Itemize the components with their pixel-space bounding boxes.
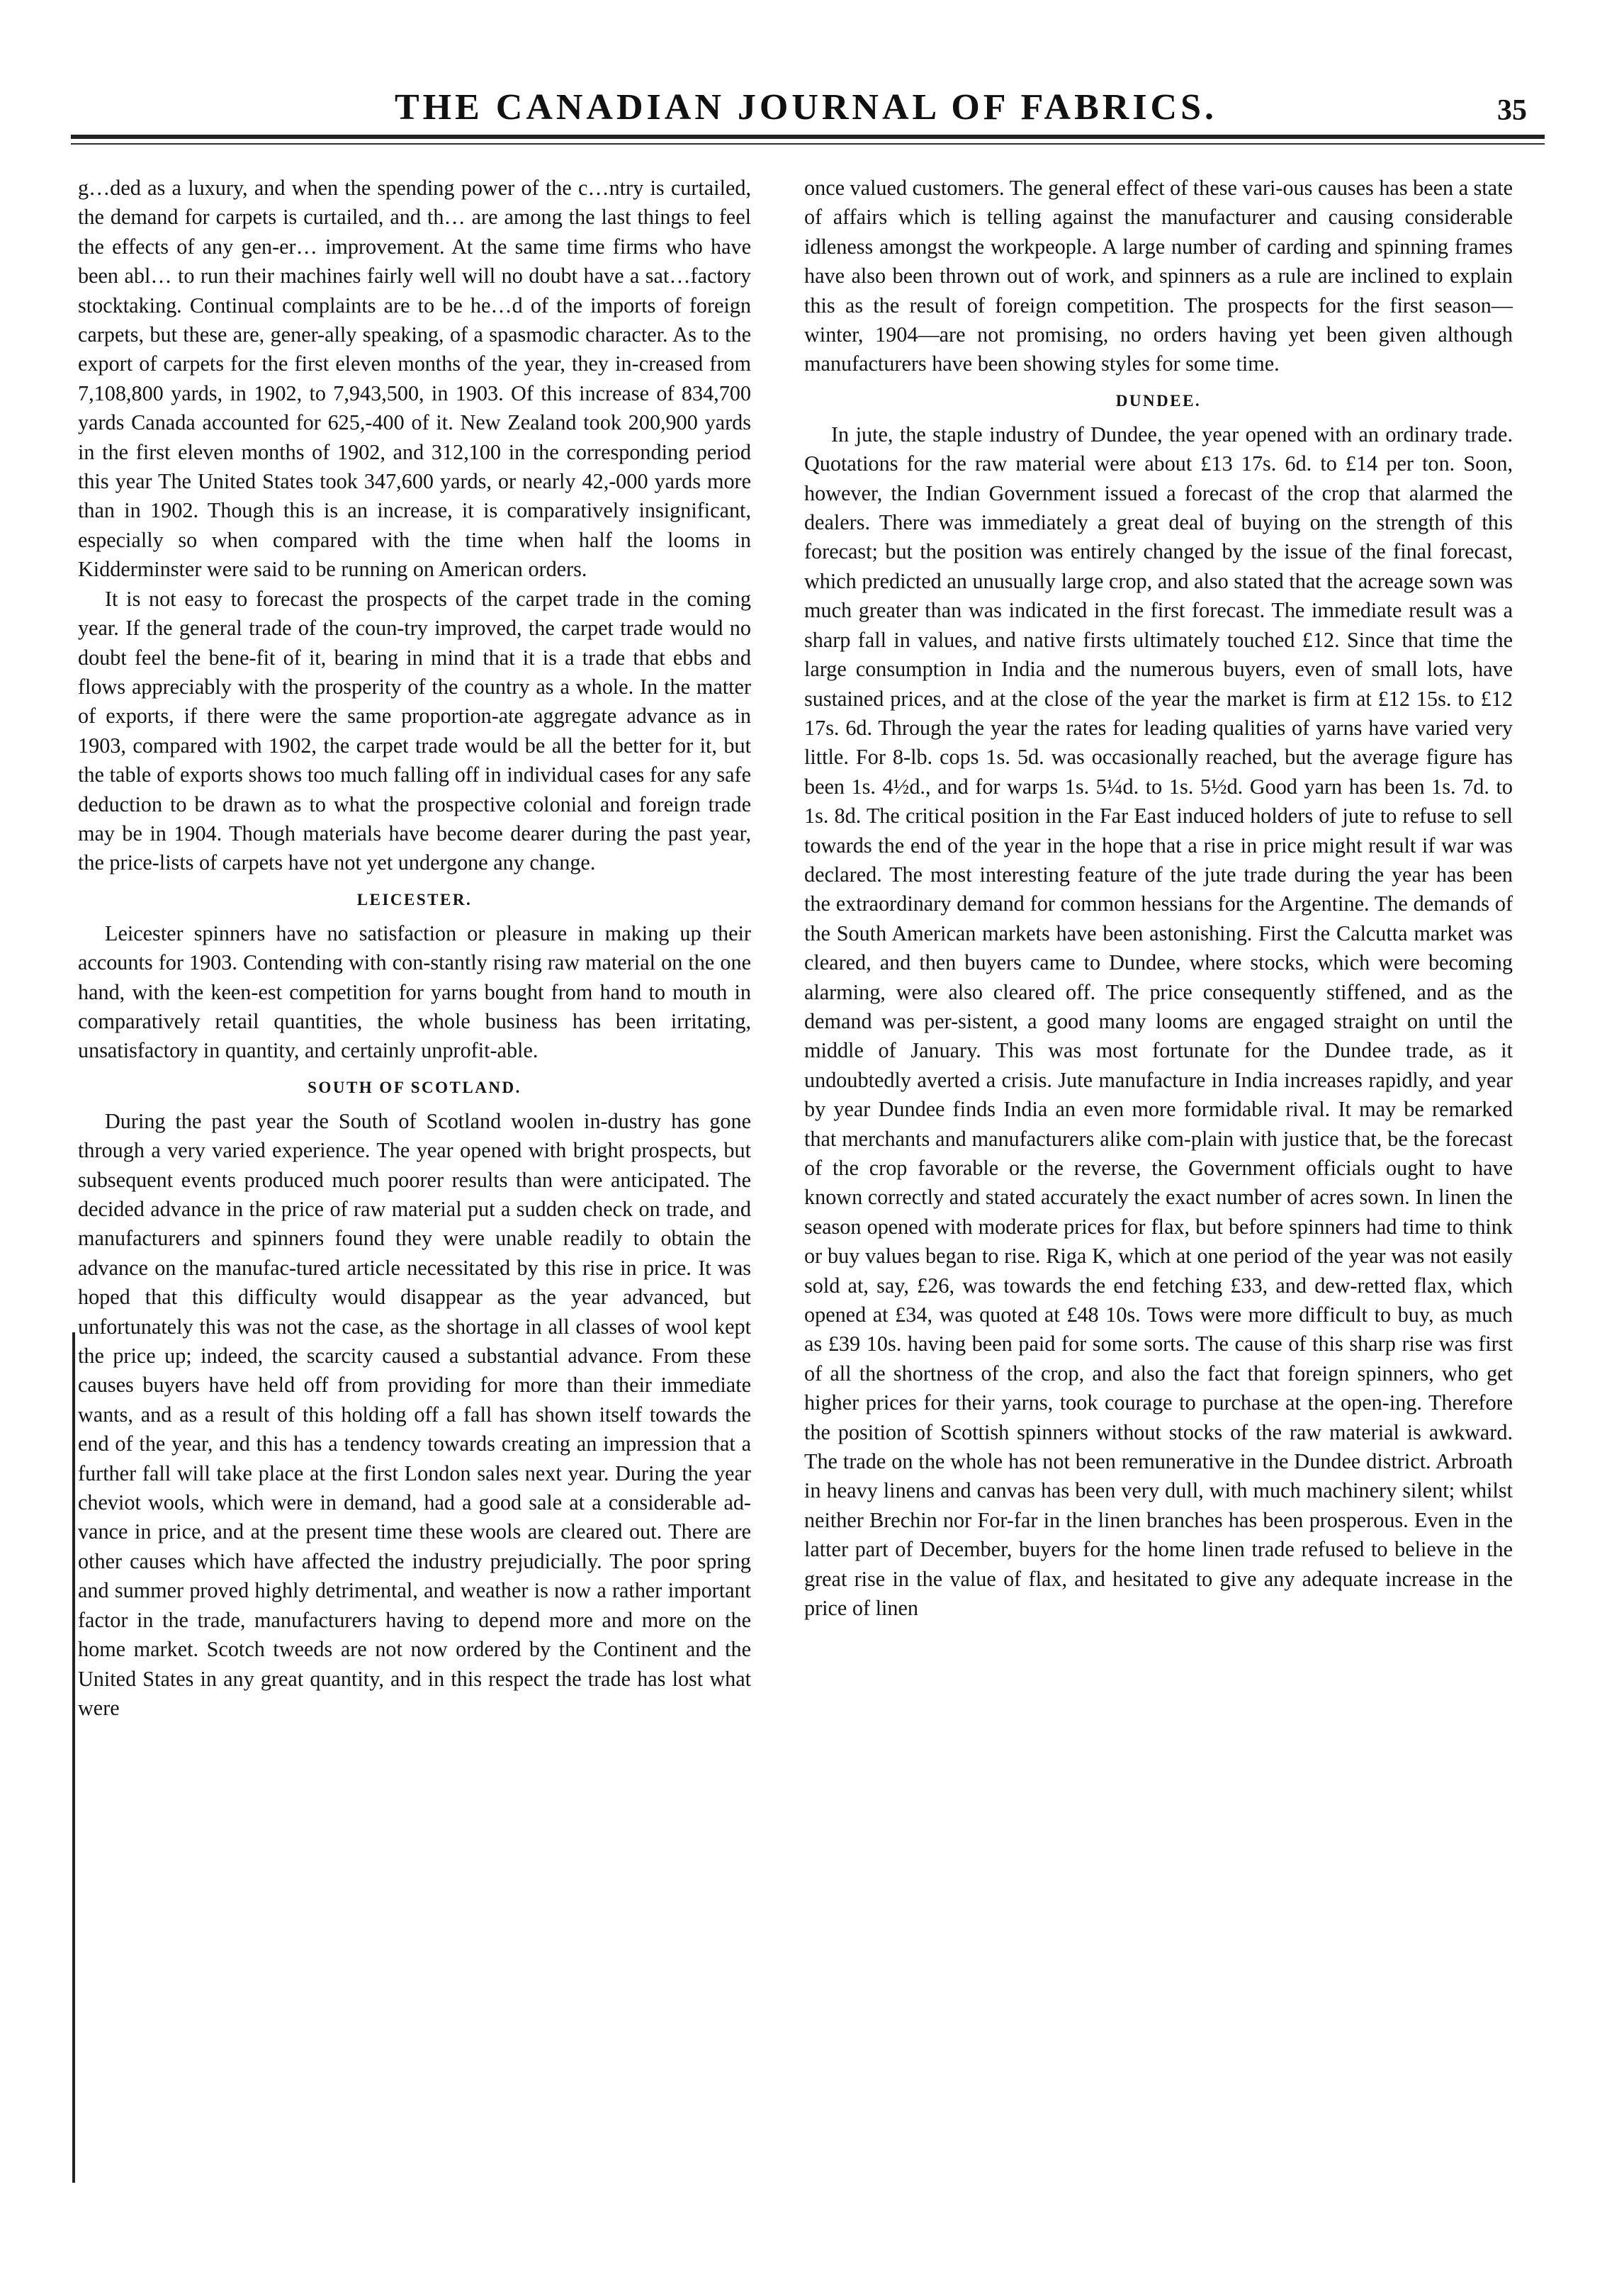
- dundee-paragraph: In jute, the staple industry of Dundee, the year opened with an ordinary trade. Quotations for the raw material were about £13 17s. 6d. to £14 per ton. Soon, however, the Indian Government issued a forecast of the crop that alarmed the dealers. There was immediately a great deal of buying on the strength of this forecast; but the position was entirely changed by the issue of the final forecast, which predicted an unusually large crop, and also stated that the acreage sown was much greater than was indicated in the first forecast. The immediate result was a sharp fall in values, and native firsts ultimately touched £12. Since that time the large consumption in India and the numerous buyers, even of small lots, have sustained prices, and at the close of the year the market is firm at £12 15s. to £12 17s. 6d. Through the year the rates for leading qualities of yarns have varied very little. For 8-lb. cops 1s. 5d. was occasionally reached, but the average figure has been 1s. 4½d., and for warps 1s. 5¼d. to 1s. 5½d. Good yarn has been 1s. 7d. to 1s. 8d. The critical position in the Far East induced holders of jute to refuse to sell towards the end of the year in the hope that a rise in price might result if war was declared. The most interesting feature of the jute trade during the year has been the extraordinary demand for common hessians for the Argentine. The demands of the South American markets have been astonishing. First the Calcutta market was cleared, and then buyers came to Dundee, where stocks, which were becoming alarming, were also cleared off. The price consequently stiffened, and as the demand was per-sistent, a good many looms are engaged straight on until the middle of January. This was most fortunate for the Dundee trade, as it undoubtedly averted a crisis. Jute manufacture in India increases rapidly, and year by year Dundee finds India an even more formidable rival. It may be remarked that merchants and manufacturers alike com-plain with justice that, be the forecast of the crop favorable or the reverse, the Government officials ought to have known correctly and stated accurately the exact number of acres sown. In linen the season opened with moderate prices for flax, but before spinners had time to think or buy values began to rise. Riga K, which at one period of the year was not easily sold at, say, £26, was towards the end fetching £33, and dew-retted flax, which opened at £34, was quoted at £48 10s. Tows were more difficult to buy, as much as £39 10s. having been paid for some sorts. The cause of this sharp rise was first of all the shortness of the crop, and also the fact that foreign spinners, who get higher prices for their yarns, took courage to purchase at the open-ing. Therefore the position of Scottish spinners without stocks of the raw material is awkward. The trade on the whole has not been remunerative in the Dundee district. Arbroath in heavy linens and canvas has been very dull, with much machinery silent; whilst neither Brechin nor For-far in the linen branches has been prosperous. Even in the latter part of December, buyers for the home linen trade refused to believe in the great rise in the value of flax, and hesitated to give any adequate increase in the price of linen: [804, 422, 1513, 1621]
- carpet-prospects-paragraph: It is not easy to forecast the prospects of the carpet trade in the coming year. If the general trade of the coun-try improved, the carpet trade would no doubt feel the bene-fit of it, bearing in mind that it is a trade that ebbs and flows appreciably with the prosperity of the country as a whole. In the matter of exports, if there were the same proportion-ate aggregate advance as in 1903, compared with 1902, the carpet trade would be all the better for it, but the table of exports shows too much falling off in individual cases for any safe deduction to be drawn as to what the prospective colonial and foreign trade may be in 1904. Though materials have become dearer during the past year, the price-lists of carpets have not yet undergone any change.: [78, 586, 751, 875]
- carpet-paragraph-continued: g…ded as a luxury, and when the spending power of the c…ntry is curtailed, the demand for carpets is curtailed, and th… are among the last things to feel the effects of any gen-er… improvement. At the same time firms who have been abl… to run their machines fairly well will no doubt have a sat…factory stocktaking. Continual complaints are to be he…d of the imports of foreign carpets, but these are, gener-ally speaking, of a spasmodic character. As to the export of carpets for the first eleven months of the year, they in-creased from 7,108,800 yards, in 1902, to 7,943,500, in 1903. Of this increase of 834,700 yards Canada accounted for 625,-400 of it. New Zealand took 200,900 yards in the first eleven months of 1902, and 312,100 in the corresponding period this year The United States took 347,600 yards, or nearly 42,-000 yards more than in 1902. Though this is an increase, it is comparatively insignificant, especially so when compared with the time when half the looms in Kidderminster were said to be running on American orders.: [78, 176, 751, 582]
- south-of-scotland-paragraph: During the past year the South of Scotland woolen in-dustry has gone through a very varied experience. The year opened with bright prospects, but subsequent events produced much poorer results than were anticipated. The decided advance in the price of raw material put a sudden check on trade, and manufacturers and spinners found they were unable readily to obtain the advance on the manufac-tured article necessitated by this rise in price. It was hoped that this difficulty would disappear as the year advanced, but unfortunately this was not the case, as the shortage in all classes of wool kept the price up; indeed, the scarcity caused a substantial advance. From these causes buyers have held off from providing for more than their immediate wants, and as a result of this holding off a fall has shown itself towards the end of the year, and this has a tendency towards creating an impression that a further fall will take place at the first London sales next year. During the year cheviot wools, which were in demand, had a good sale at a considerable ad-vance in price, and at the present time these wools are cleared out. There are other causes which have affected the industry prejudicially. The poor spring and summer proved highly detrimental, and weather is now a rather important factor in the trade, manufacturers having to depend more and more on the home market. Scotch tweeds are not now ordered by the Continent and the United States in any great quantity, and in this respect the trade has lost what were: [78, 1108, 751, 1720]
- masthead: [64, 86, 1548, 136]
- heading-dundee: DUNDEE.: [1115, 391, 1202, 410]
- scotland-paragraph-continued: once valued customers. The general effect of these vari-ous causes has been a state of affairs which is telling against the manufacturer and causing considerable idleness amongst the workpeople. A large number of carding and spinning frames have also been thrown out of work, and spinners as a rule are inclined to explain this as the result of foreign competition. The prospects for the first season—winter, 1904—are not promising, no orders having yet been given although manufacturers have been showing styles for some time.: [804, 176, 1513, 376]
- header-rule-thin: [71, 143, 1545, 145]
- header-rule-thick: [71, 135, 1545, 139]
- heading-south-of-scotland: SOUTH OF SCOTLAND.: [308, 1078, 521, 1096]
- leicester-paragraph: Leicester spinners have no satisfaction or pleasure in making up their accounts for 1903. Contending with con-stantly rising raw material on the one hand, with the keen-est competition for yarns bought from hand to mouth in comparatively retail quantities, the whole business has been irritating, unsatisfactory in quantity, and certainly unprofit-able.: [78, 921, 751, 1063]
- left-column: [78, 174, 751, 1723]
- heading-leicester: LEICESTER.: [356, 890, 473, 909]
- right-column: [804, 174, 1513, 1624]
- margin-bar: [72, 1332, 75, 2183]
- journal-title: THE CANADIAN JOURNAL OF FABRICS.: [394, 87, 1218, 128]
- page-number: 35: [1497, 94, 1527, 127]
